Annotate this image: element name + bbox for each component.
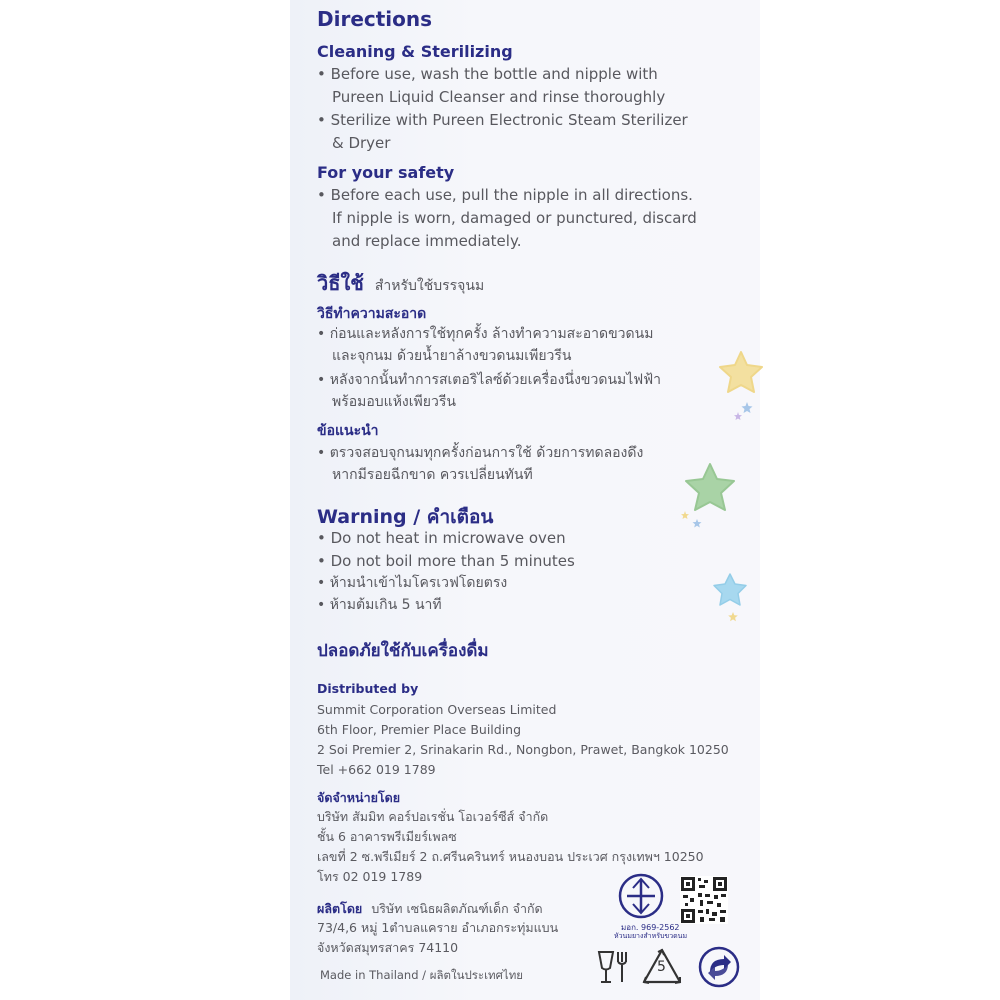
distributor-th-label: จัดจำหน่ายโดย [317, 790, 401, 805]
star-icon [680, 508, 704, 530]
recycle-number: 5 [657, 959, 666, 975]
manufacturer-first-line [317, 898, 543, 919]
warning-line-1: • Do not heat in microwave oven [317, 529, 566, 547]
distributor-en-line-4: Tel +662 019 1789 [317, 762, 436, 777]
cleaning-line-1: • Before use, wash the bottle and nipple with [317, 65, 658, 83]
distributor-en-line-1: Summit Corporation Overseas Limited [317, 702, 557, 717]
thai-directions-subtitle: สำหรับใช้บรรจุนม [374, 278, 485, 294]
tis-mark-icon [618, 873, 664, 919]
cleaning-line-4: & Dryer [332, 134, 391, 152]
thai-cleaning-line-3: • หลังจากนั้นทำการสเตอริไลซ์ด้วยเครื่องนึ่งขวดนมไฟฟ้า [317, 372, 661, 388]
safety-line-1: • Before each use, pull the nipple in all directions. [317, 186, 693, 204]
qr-code-icon [680, 876, 728, 924]
distributor-th-line-3: เลขที่ 2 ซ.พรีเมียร์ 2 ถ.ศรีนครินทร์ หนองบอน ประเวศ กรุงเทพฯ 10250 [317, 849, 704, 864]
safety-heading: For your safety [317, 163, 455, 182]
safe-statement: ปลอดภัยใช้กับเครื่องดื่ม [317, 641, 489, 661]
star-icon [684, 462, 736, 512]
thai-advice-heading: ข้อแนะนำ [317, 423, 379, 439]
warning-title: Warning / คำเตือน [317, 506, 494, 528]
directions-title: Directions [317, 7, 433, 31]
manufacturer-label: ผลิตโดย [317, 901, 363, 916]
tis-desc: หัวนมยางสำหรับขวดนม [614, 932, 688, 940]
warning-line-4: • ห้ามต้มเกิน 5 นาที [317, 597, 442, 613]
cleaning-line-3: • Sterilize with Pureen Electronic Steam Sterilizer [317, 111, 688, 129]
star-icon [733, 400, 755, 422]
distributor-th-line-4: โทร 02 019 1789 [317, 869, 423, 884]
thai-directions-title: วิธีใช้ [317, 271, 364, 295]
food-safe-icon [596, 948, 632, 986]
distributor-en-line-3: 2 Soi Premier 2, Srinakarin Rd., Nongbon, Prawet, Bangkok 10250 [317, 742, 729, 757]
cleaning-heading: Cleaning & Sterilizing [317, 42, 513, 61]
thai-cleaning-line-1: • ก่อนและหลังการใช้ทุกครั้ง ล้างทำความสะอาดขวดนม [317, 326, 654, 342]
manufacturer-line-2: 73/4,6 หมู่ 1ตำบลแคราย อำเภอกระทุ่มแบน [317, 920, 559, 935]
star-icon [727, 608, 739, 620]
thai-advice-line-1: • ตรวจสอบจุกนมทุกครั้งก่อนการใช้ ด้วยการทดลองดึง [317, 445, 644, 461]
star-icon [712, 572, 748, 608]
made-in: Made in Thailand / ผลิตในประเทศไทย [320, 968, 524, 982]
manufacturer-name: บริษัท เซนิธผลิตภัณฑ์เด็ก จำกัด [371, 901, 543, 916]
safety-line-2: If nipple is worn, damaged or punctured, discard [332, 209, 697, 227]
thai-directions-heading [317, 267, 484, 299]
recyclable-icon [698, 946, 740, 988]
cleaning-line-2: Pureen Liquid Cleanser and rinse thoroughly [332, 88, 666, 106]
thai-cleaning-line-4: พร้อมอบแห้งเพียวรีน [332, 394, 456, 410]
thai-cleaning-line-2: และจุกนม ด้วยน้ำยาล้างขวดนมเพียวรีน [332, 348, 572, 364]
distributor-th-line-1: บริษัท สัมมิท คอร์ปอเรชั่น โอเวอร์ซีส์ จำกัด [317, 809, 549, 824]
warning-line-3: • ห้ามนำเข้าไมโครเวฟโดยตรง [317, 575, 508, 591]
manufacturer-line-3: จังหวัดสมุทรสาคร 74110 [317, 940, 459, 955]
distributor-en-label: Distributed by [317, 681, 419, 696]
safety-line-3: and replace immediately. [332, 232, 522, 250]
tis-number: มอก. 969-2562 [621, 923, 680, 932]
thai-advice-line-2: หากมีรอยฉีกขาด ควรเปลี่ยนทันที [332, 467, 533, 483]
warning-line-2: • Do not boil more than 5 minutes [317, 552, 575, 570]
star-icon [718, 350, 764, 394]
thai-cleaning-heading: วิธีทำความสะอาด [317, 306, 427, 322]
distributor-th-line-2: ชั้น 6 อาคารพรีเมียร์เพลซ [317, 829, 457, 844]
distributor-en-line-2: 6th Floor, Premier Place Building [317, 722, 522, 737]
